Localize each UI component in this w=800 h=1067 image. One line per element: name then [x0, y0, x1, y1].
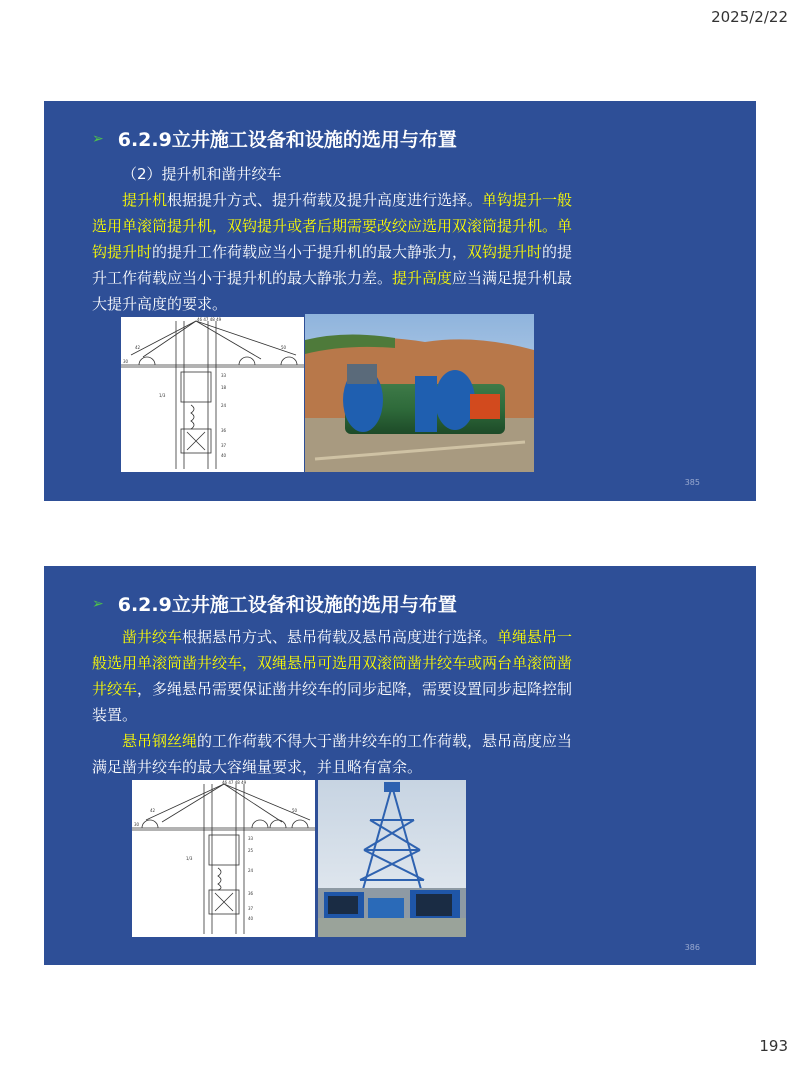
svg-text:36: 36 [248, 891, 254, 896]
body-text: 应当满足提升机最大提升高度的要求。 [92, 269, 573, 313]
slide-385 [44, 101, 756, 501]
slide-number: 386 [684, 943, 700, 952]
svg-text:30: 30 [123, 359, 129, 364]
svg-text:1/3: 1/3 [159, 393, 166, 398]
body-text: 的工作荷载不得大于凿井绞车的工作荷载，悬吊高度应当满足凿井绞车的最大容绳量要求，并且略有富余。 [92, 732, 573, 776]
body-text: 的提升工作荷载应当小于提升机的最大静张力差。 [92, 243, 573, 287]
highlighted-text: 双钩提升时 [467, 243, 543, 261]
svg-text:33: 33 [221, 373, 227, 378]
print-date: 2025/2/22 [711, 8, 788, 26]
svg-text:1/3: 1/3 [186, 856, 193, 861]
paragraph-winch [92, 624, 574, 780]
svg-text:37: 37 [248, 906, 254, 911]
slide-title: 6.2.9立井施工设备和设施的选用与布置 [117, 129, 457, 151]
arrow-bullet-icon: ➢ [92, 595, 104, 612]
hoist-machine-photo [305, 314, 534, 472]
svg-text:46 47 48 49: 46 47 48 49 [222, 780, 247, 785]
svg-text:36: 36 [221, 428, 227, 433]
svg-text:46 47 48 49: 46 47 48 49 [197, 317, 222, 322]
highlighted-text: 单钩提升一般选用单滚筒提升机，双钩提升或者后期需要改绞应选用双滚筒提升机。 [92, 191, 573, 235]
svg-text:18: 18 [221, 385, 227, 390]
svg-text:42: 42 [150, 808, 156, 813]
arrow-bullet-icon: ➢ [92, 130, 104, 147]
sinking-winch-photo [318, 780, 466, 937]
paragraph-hoist [92, 187, 574, 317]
svg-text:40: 40 [248, 916, 254, 921]
highlighted-text: 单钩提升时 [92, 217, 573, 261]
svg-text:24: 24 [248, 868, 254, 873]
highlighted-text: 单绳悬吊一般选用单滚筒凿井绞车，双绳悬吊可选用双滚筒凿井绞车或两台单滚筒凿井绞车 [92, 628, 573, 698]
svg-text:25: 25 [248, 848, 254, 853]
svg-text:30: 30 [134, 822, 140, 827]
body-text: 根据悬吊方式、悬吊荷载及悬吊高度进行选择。 [182, 628, 498, 646]
svg-text:50: 50 [292, 808, 298, 813]
svg-text:42: 42 [135, 345, 141, 350]
highlighted-text: 提升高度 [392, 269, 453, 287]
section-subtitle: （2）提升机和凿井绞车 [122, 165, 282, 183]
svg-text:40: 40 [221, 453, 227, 458]
body-text: 根据提升方式、提升荷载及提升高度进行选择。 [167, 191, 483, 209]
shaft-winch-drawing [132, 780, 315, 937]
highlighted-text: 悬吊钢丝绳 [122, 732, 198, 750]
highlighted-text: 提升机 [122, 191, 168, 209]
page-number: 193 [759, 1037, 788, 1055]
slide-title: 6.2.9立井施工设备和设施的选用与布置 [117, 594, 457, 616]
body-text: ，多绳悬吊需要保证凿井绞车的同步起降，需要设置同步起降控制装置。 [92, 680, 573, 724]
slide-number: 385 [684, 478, 700, 487]
svg-text:24: 24 [221, 403, 227, 408]
shaft-hoist-drawing [121, 317, 304, 472]
slide-title-row [92, 590, 457, 617]
slide-title-row [92, 125, 457, 152]
svg-text:37: 37 [221, 443, 227, 448]
slide-386 [44, 566, 756, 965]
svg-text:33: 33 [248, 836, 254, 841]
highlighted-text: 凿井绞车 [122, 628, 183, 646]
svg-text:50: 50 [281, 345, 287, 350]
body-text: 的提升工作荷载应当小于提升机的最大静张力， [152, 243, 468, 261]
